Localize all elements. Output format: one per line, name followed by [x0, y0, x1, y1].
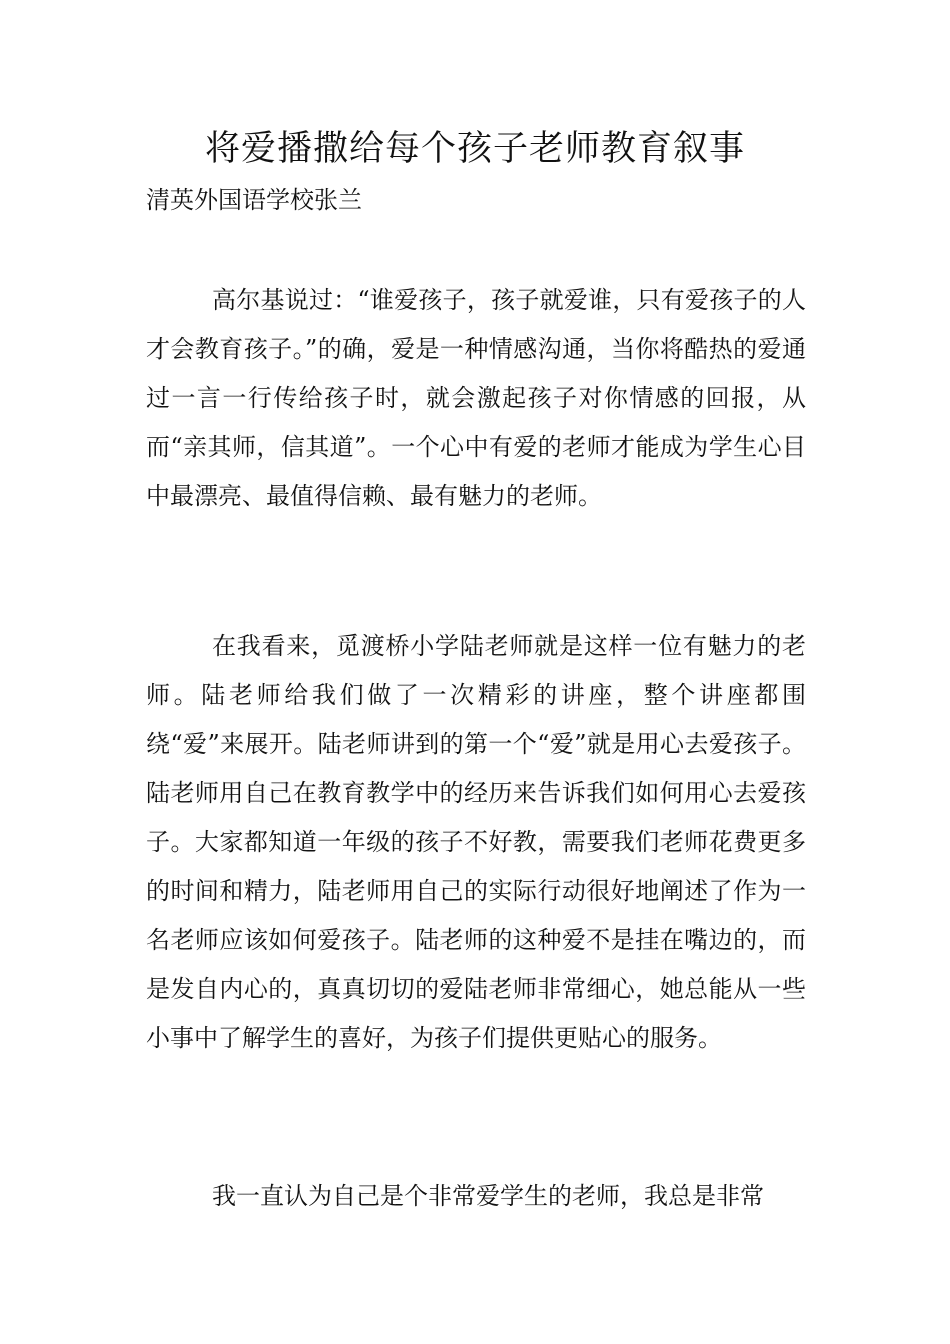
- document-title: 将爱播撒给每个孩子老师教育叙事: [204, 129, 745, 169]
- paragraph-2: 在我看来，觅渡桥小学陆老师就是这样一位有魅力的老师。陆老师给我们做了一次精彩的讲座，整个讲座都围绕“爱”来展开。陆老师讲到的第一个“爱”就是用心去爱孩子。陆老师用自己在教育教学中的经历来告诉我们如何用心去爱孩子。大家都知道一年级的孩子不好教，需要我们老师花费更多的时间和精力，陆老师用自己的实际行动很好地阐述了作为一名老师应该如何爱孩子。陆老师的这种爱不是挂在嘴边的，而是发自内心的，真真切切的爱陆老师非常细心，她总能从一些小事中了解学生的喜好，为孩子们提供更贴心的服务。: [146, 632, 806, 1052]
- paragraph-3: 我一直认为自己是个非常爱学生的老师，我总是非常: [212, 1182, 764, 1210]
- document-author: 清英外国语学校张兰: [146, 186, 362, 214]
- paragraph-1: 高尔基说过：“谁爱孩子，孩子就爱谁，只有爱孩子的人才会教育孩子。”的确，爱是一种情感沟通，当你将酷热的爱通过一言一行传给孩子时，就会激起孩子对你情感的回报，从而“亲其师，信其道”。一个心中有爱的老师才能成为学生心目中最漂亮、最值得信赖、最有魅力的老师。: [146, 286, 806, 510]
